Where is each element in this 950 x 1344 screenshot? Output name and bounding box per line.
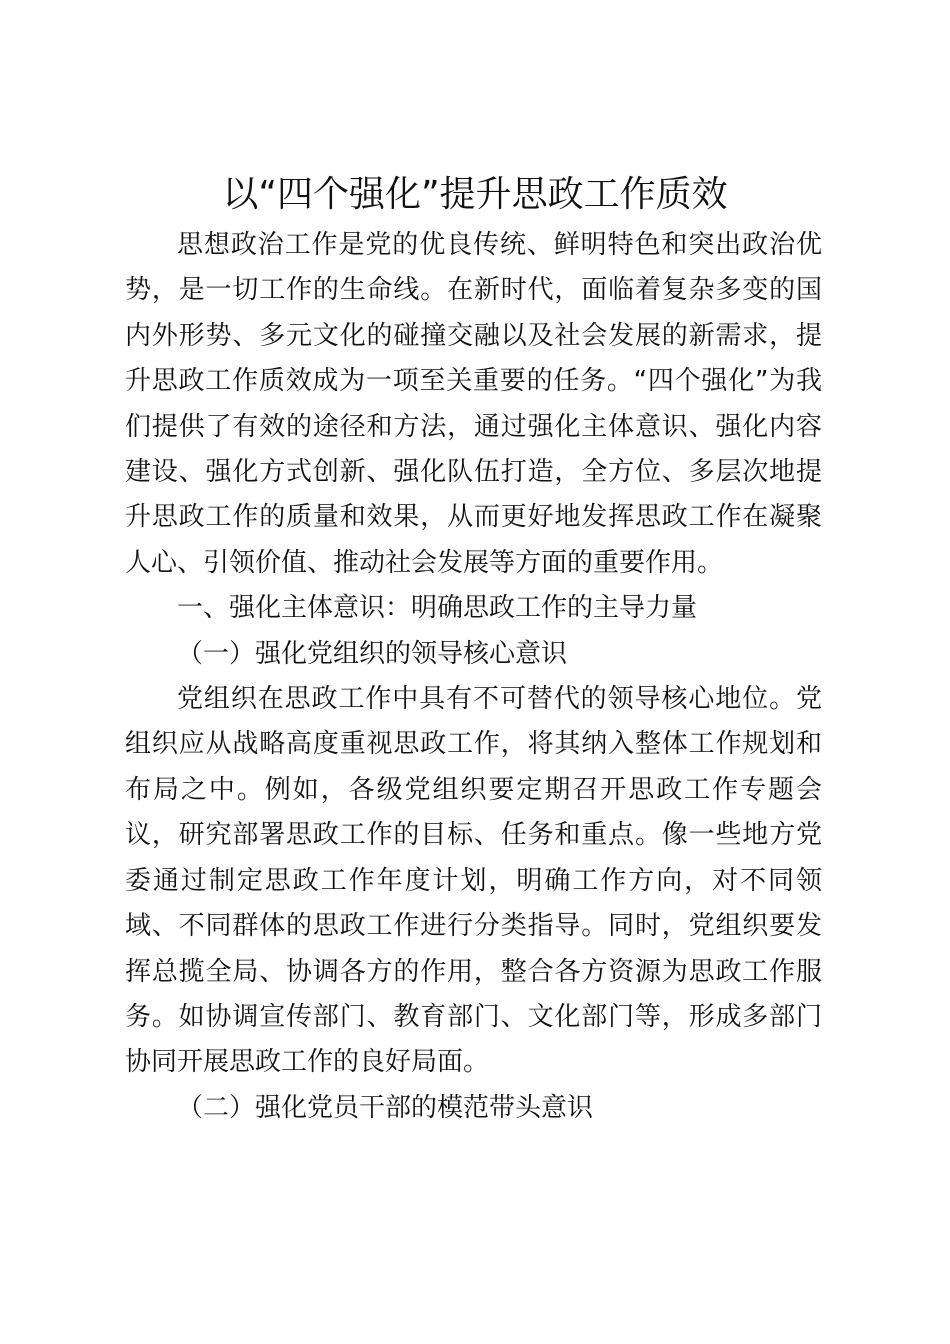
document-body	[125, 223, 822, 1131]
body-paragraph-1: 党组织在思政工作中具有不可替代的领导核心地位。党组织应从战略高度重视思政工作，将其纳入整体工作规划和布局之中。例如，各级党组织要定期召开思政工作专题会议，研究部署思政工作的目标、任务和重点。像一些地方党委通过制定思政工作年度计划，明确工作方向，对不同领域、不同群体的思政工作进行分类指导。同时，党组织要发挥总揽全局、协调各方的作用，整合各方资源为思政工作服务。如协调宣传部门、教育部门、文化部门等，形成多部门协同开展思政工作的良好局面。	[125, 684, 822, 1078]
document-title: 以“四个强化”提升思政工作质效	[222, 174, 728, 215]
subsection-heading-1: （一）强化党组织的领导核心意识	[177, 638, 568, 669]
subsection-heading-2: （二）强化党员干部的模范带头意识	[177, 1092, 594, 1123]
intro-paragraph: 思想政治工作是党的优良传统、鲜明特色和突出政治优势，是一切工作的生命线。在新时代，面临着复杂多变的国内外形势、多元文化的碰撞交融以及社会发展的新需求，提升思政工作质效成为一项至关重要的任务。“四个强化”为我们提供了有效的途径和方法，通过强化主体意识、强化内容建设、强化方式创新、强化队伍打造，全方位、多层次地提升思政工作的质量和效果，从而更好地发挥思政工作在凝聚人心、引领价值、推动社会发展等方面的重要作用。	[125, 230, 822, 578]
section-heading-1: 一、强化主体意识：明确思政工作的主导力量	[177, 593, 698, 624]
